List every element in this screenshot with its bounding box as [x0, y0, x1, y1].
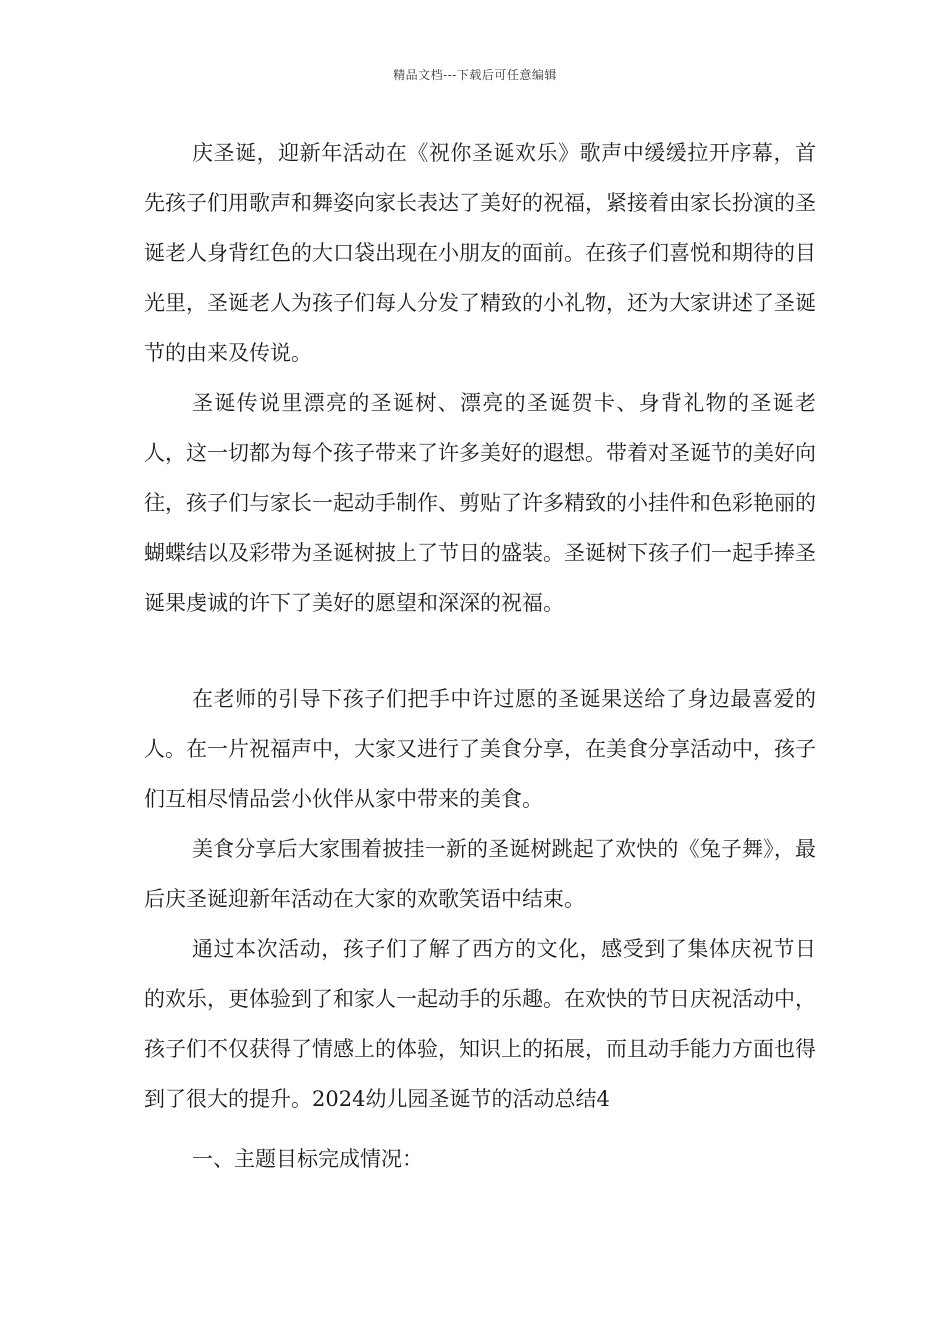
paragraph-5: 通过本次活动，孩子们了解了西方的文化，感受到了集体庆祝节日的欢乐，更体验到了和家人一起动手的乐趣。在欢快的节日庆祝活动中，孩子们不仅获得了情感上的体验，知识上的拓展，而且动手能力方面也得到了很大的提升。2024幼儿园圣诞节的活动总结4: [144, 937, 816, 1111]
paragraph-4: 美食分享后大家围着披挂一新的圣诞树跳起了欢快的《兔子舞》，最后庆圣诞迎新年活动在大家的欢歌笑语中结束。: [144, 837, 816, 911]
paragraph-1: 庆圣诞，迎新年活动在《祝你圣诞欢乐》歌声中缓缓拉开序幕，首先孩子们用歌声和舞姿向家长表达了美好的祝福，紧接着由家长扮演的圣诞老人身背红色的大口袋出现在小朋友的面前。在孩子们喜悦和期待的目光里，圣诞老人为孩子们每人分发了精致的小礼物，还为大家讲述了圣诞节的由来及传说。: [144, 141, 816, 365]
page-header: 精品文档---下载后可任意编辑: [393, 68, 557, 82]
paragraph-3: 在老师的引导下孩子们把手中许过愿的圣诞果送给了身边最喜爱的人。在一片祝福声中，大家又进行了美食分享，在美食分享活动中，孩子们互相尽情品尝小伙伴从家中带来的美食。: [144, 687, 816, 811]
document-body: [144, 128, 816, 1184]
section-heading: 一、主题目标完成情况：: [192, 1147, 423, 1171]
paragraph-2: 圣诞传说里漂亮的圣诞树、漂亮的圣诞贺卡、身背礼物的圣诞老人，这一切都为每个孩子带来了许多美好的遐想。带着对圣诞节的美好向往，孩子们与家长一起动手制作、剪贴了许多精致的小挂件和色彩艳丽的蝴蝶结以及彩带为圣诞树披上了节日的盛装。圣诞树下孩子们一起手捧圣诞果虔诚的许下了美好的愿望和深深的祝福。: [144, 391, 816, 615]
